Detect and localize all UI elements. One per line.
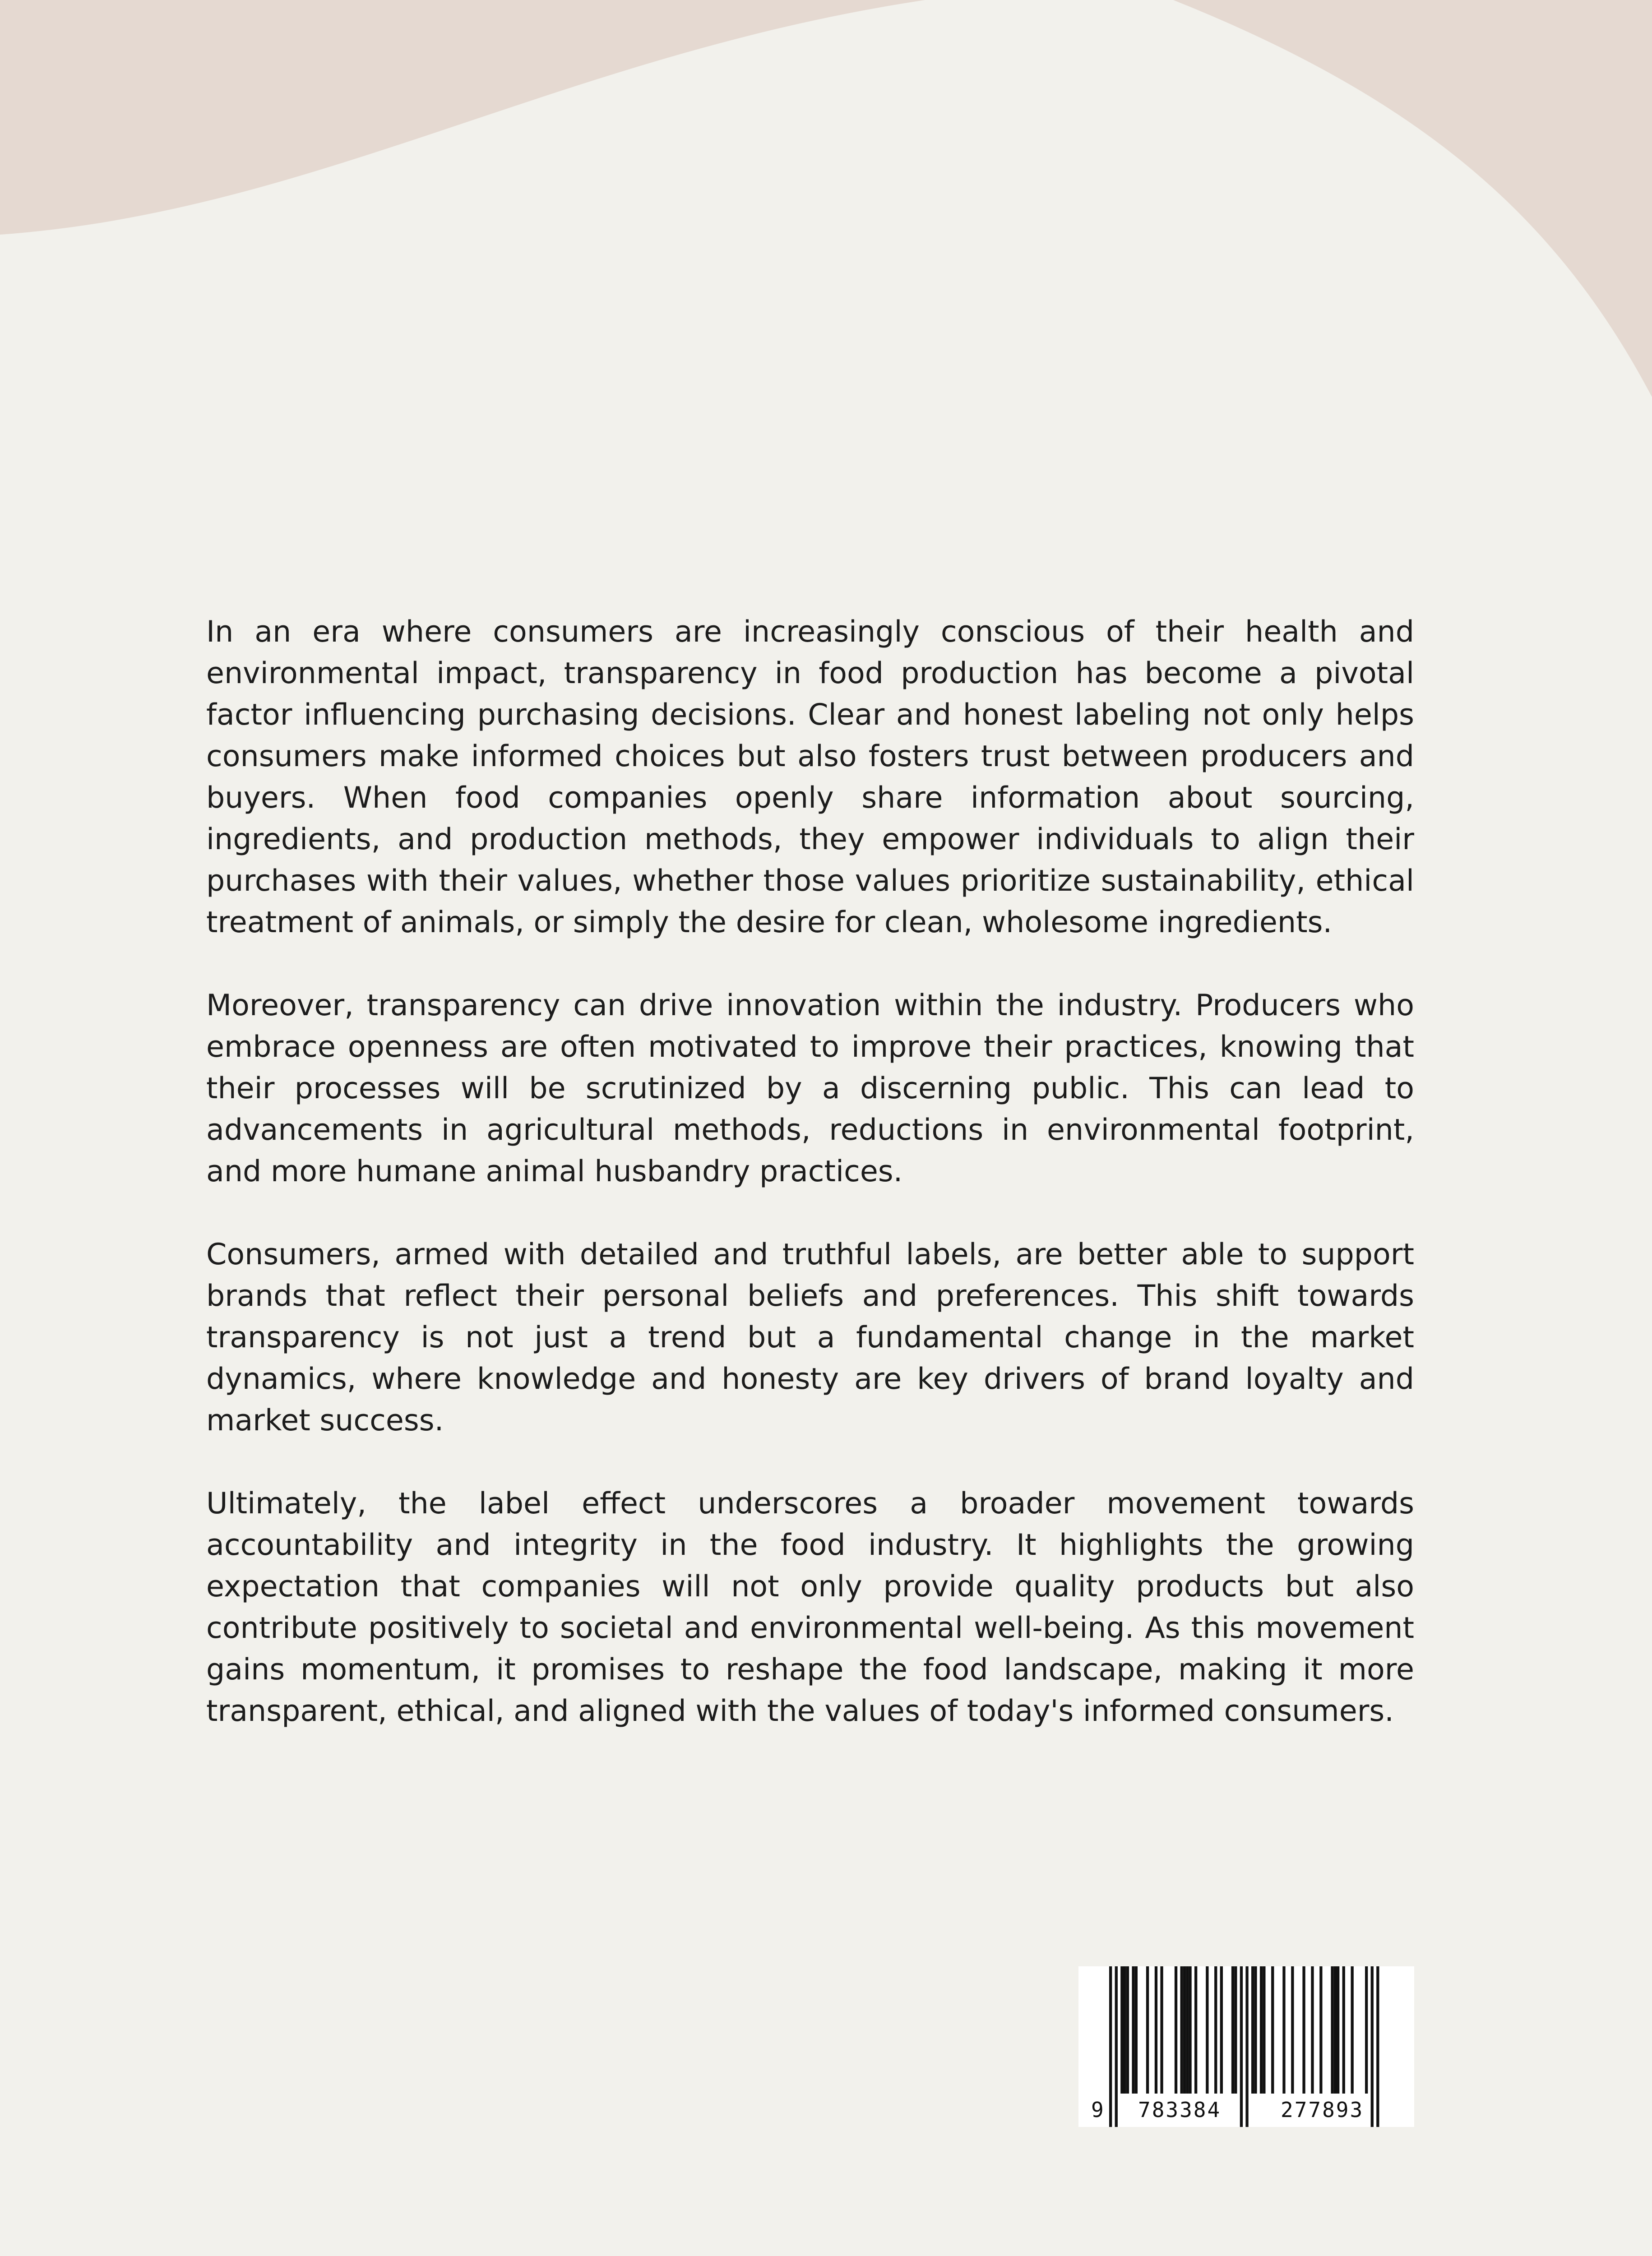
- decorative-curve-shape: [0, 0, 1652, 406]
- barcode-bar: [1206, 1966, 1208, 2094]
- barcode-bar: [1124, 1966, 1126, 2094]
- barcode-bar: [1251, 1966, 1254, 2094]
- barcode-bar: [1351, 1966, 1354, 2094]
- barcode-guard-bar: [1371, 1966, 1374, 2127]
- barcode-bar: [1271, 1966, 1274, 2094]
- barcode-bar: [1155, 1966, 1157, 2094]
- barcode-bar: [1220, 1966, 1223, 2094]
- barcode-bar: [1126, 1966, 1129, 2094]
- barcode-bar: [1231, 1966, 1234, 2094]
- description-paragraph-1: In an era where consumers are increasingly conscious of their health and environmental impact, transparency in food production has become a pivotal factor influencing purchasing decisions. Clear and honest labeling not only helps consumers make informed choices but also fosters trust between producers and buyers. When food companies openly share information about sourcing, ingredients, and production methods, they empower individuals to align their purchases with their values, whether those values prioritize sustainability, ethical treatment of animals, or simply the desire for clean, wholesome ingredients.: [206, 615, 1414, 939]
- barcode-bars: [1078, 1966, 1414, 2127]
- barcode-guard-bar: [1109, 1966, 1112, 2127]
- barcode-bar: [1132, 1966, 1134, 2094]
- barcode-bar: [1365, 1966, 1368, 2094]
- barcode-bar: [1302, 1966, 1305, 2094]
- back-cover-description: [206, 611, 1414, 1732]
- barcode-right-digits: 277893: [1281, 2098, 1364, 2122]
- barcode-bar: [1260, 1966, 1263, 2094]
- barcode-first-digit: 9: [1091, 2098, 1105, 2122]
- barcode-bar: [1160, 1966, 1163, 2094]
- barcode-bar: [1282, 1966, 1285, 2094]
- description-paragraph-4: Ultimately, the label effect underscores a broader movement towards accountability and integrity in the food industry. It highlights the growing expectation that companies will not only provide quality products but also contribute positively to societal and environmental well-being. As this movement gains momentum, it promises to reshape the food landscape, making it more transparent, ethical, and aligned with the values of today's informed consumers.: [206, 1487, 1414, 1728]
- description-paragraph-3: Consumers, armed with detailed and truthful labels, are better able to support brands that reflect their personal beliefs and preferences. This shift towards transparency is not just a trend but a fundamental change in the market dynamics, where knowledge and honesty are key drivers of brand loyalty and market success.: [206, 1238, 1414, 1438]
- barcode-bar: [1234, 1966, 1237, 2094]
- barcode-bar: [1319, 1966, 1322, 2094]
- barcode-bar: [1175, 1966, 1177, 2094]
- barcode-left-digits: 783384: [1138, 2098, 1222, 2122]
- barcode-bar: [1146, 1966, 1149, 2094]
- barcode-bar: [1194, 1966, 1197, 2094]
- barcode-bar: [1331, 1966, 1333, 2094]
- barcode-guard-bar: [1245, 1966, 1248, 2127]
- decorative-curve-fill: [0, 0, 1652, 397]
- barcode-bar: [1254, 1966, 1257, 2094]
- barcode-guard-bar: [1240, 1966, 1243, 2127]
- barcode-bar: [1186, 1966, 1189, 2094]
- barcode-bar: [1334, 1966, 1337, 2094]
- barcode-bar: [1291, 1966, 1294, 2094]
- barcode-bar: [1135, 1966, 1138, 2094]
- description-paragraph-2: Moreover, transparency can drive innovation within the industry. Producers who embrace openness are often motivated to improve their practices, knowing that their processes will be scrutinized by a discerning public. This can lead to advancements in agricultural methods, reductions in environmental footprint, and more humane animal husbandry practices.: [206, 989, 1414, 1188]
- barcode-bar: [1120, 1966, 1123, 2094]
- barcode-guard-bar: [1115, 1966, 1118, 2127]
- barcode-bar: [1337, 1966, 1339, 2094]
- barcode-bar: [1311, 1966, 1314, 2094]
- barcode-guard-bar: [1376, 1966, 1379, 2127]
- barcode-bar: [1183, 1966, 1186, 2094]
- barcode-bar: [1342, 1966, 1345, 2094]
- barcode-bar: [1214, 1966, 1217, 2094]
- isbn-barcode: [1078, 1966, 1414, 2127]
- barcode-bar: [1189, 1966, 1191, 2094]
- barcode-bar: [1180, 1966, 1183, 2094]
- barcode-bar: [1263, 1966, 1265, 2094]
